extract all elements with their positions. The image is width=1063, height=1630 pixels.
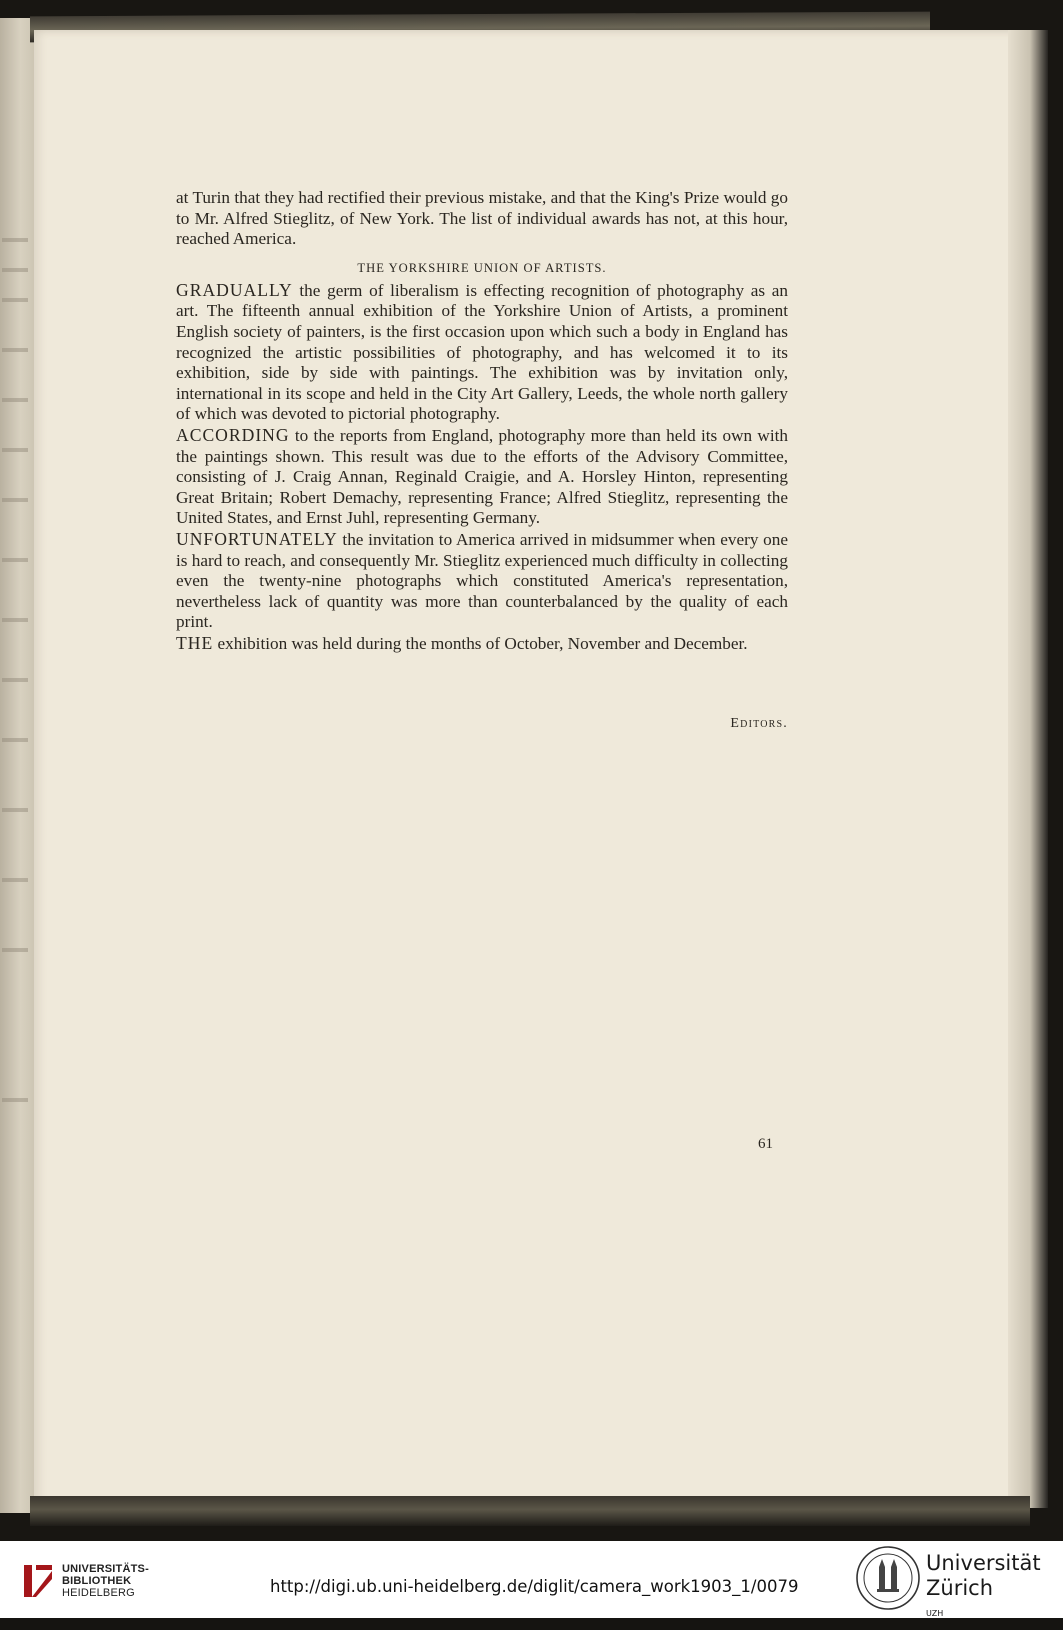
library-line-3: HEIDELBERG bbox=[62, 1587, 135, 1599]
page-number: 61 bbox=[758, 1136, 773, 1152]
paragraph-body: to the reports from England, photography more than held its own with the paintings shown. This result was due to the efforts of the Advisory Committee, consisting of J. Craig Annan, Reginald Craigie, and A. Horsley Hinton, representing Great Britain; Robert Demachy, representing France; Alfred Stieglitz, representing the United States, and Ernst Juhl, representing Germany. bbox=[176, 425, 788, 528]
paragraph-body: exhibition was held during the months of October, November and December. bbox=[213, 633, 748, 653]
library-line-2: BIBLIOTHEK bbox=[62, 1575, 132, 1587]
uzh-wordmark bbox=[926, 1551, 1041, 1630]
previous-page-edge bbox=[0, 18, 34, 1513]
lead-word: THE bbox=[176, 632, 214, 653]
article-text bbox=[176, 188, 788, 654]
permalink-url[interactable]: http://digi.ub.uni-heidelberg.de/diglit/camera_work1903_1/0079 bbox=[270, 1577, 799, 1596]
lead-word: UNFORTUNATELY bbox=[176, 528, 338, 549]
paragraph-according bbox=[176, 425, 788, 529]
uzh-seal-icon[interactable] bbox=[855, 1545, 921, 1611]
paragraph-gradually bbox=[176, 280, 788, 425]
paragraph-body: the invitation to America arrived in midsummer when every one is hard to reach, and consequently Mr. Stieglitz experienced much difficulty in collecting even the twenty-nine photographs which constituted America's representation, nevertheless lack of quantity was more than counterbalanced by the quality of each print. bbox=[176, 529, 788, 632]
heidelberg-library-name bbox=[62, 1563, 149, 1599]
lead-word: ACCORDING bbox=[176, 424, 290, 445]
editors-signature: Editors. bbox=[730, 716, 788, 731]
uzh-line-2: Zürich bbox=[926, 1576, 994, 1600]
uzh-superscript: UZH bbox=[926, 1609, 944, 1618]
uzh-line-1: Universität bbox=[926, 1551, 1041, 1575]
viewer-footer bbox=[0, 1541, 1063, 1618]
heidelberg-library-logo-icon[interactable] bbox=[22, 1561, 56, 1601]
section-heading: THE YORKSHIRE UNION OF ARTISTS. bbox=[357, 260, 607, 275]
paragraph-body: the germ of liberalism is effecting recognition of photography as an art. The fifteenth annual exhibition of the Yorkshire Union of Artists, a prominent English society of painters, is the first occasion upon which such a body in England has recognized the artistic possibilities of photography, and has welcomed it to its exhibition, side by side with paintings. The exhibition was by invitation only, international in its scope and held in the City Art Gallery, Leeds, the whole north gallery of which was devoted to pictorial photography. bbox=[176, 280, 788, 424]
lead-word: GRADUALLY bbox=[176, 279, 293, 300]
page-bottom-edge bbox=[30, 1496, 1030, 1526]
library-line-1: UNIVERSITÄTS- bbox=[62, 1563, 149, 1575]
intro-paragraph: at Turin that they had rectified their previous mistake, and that the King's Prize would go to Mr. Alfred Stieglitz, of New York. The list of individual awards has not, at this hour, reached America. bbox=[176, 188, 788, 249]
page-right-edge bbox=[1008, 30, 1048, 1508]
paragraph-unfortunately bbox=[176, 529, 788, 633]
paragraph-the-exhibition bbox=[176, 633, 788, 655]
